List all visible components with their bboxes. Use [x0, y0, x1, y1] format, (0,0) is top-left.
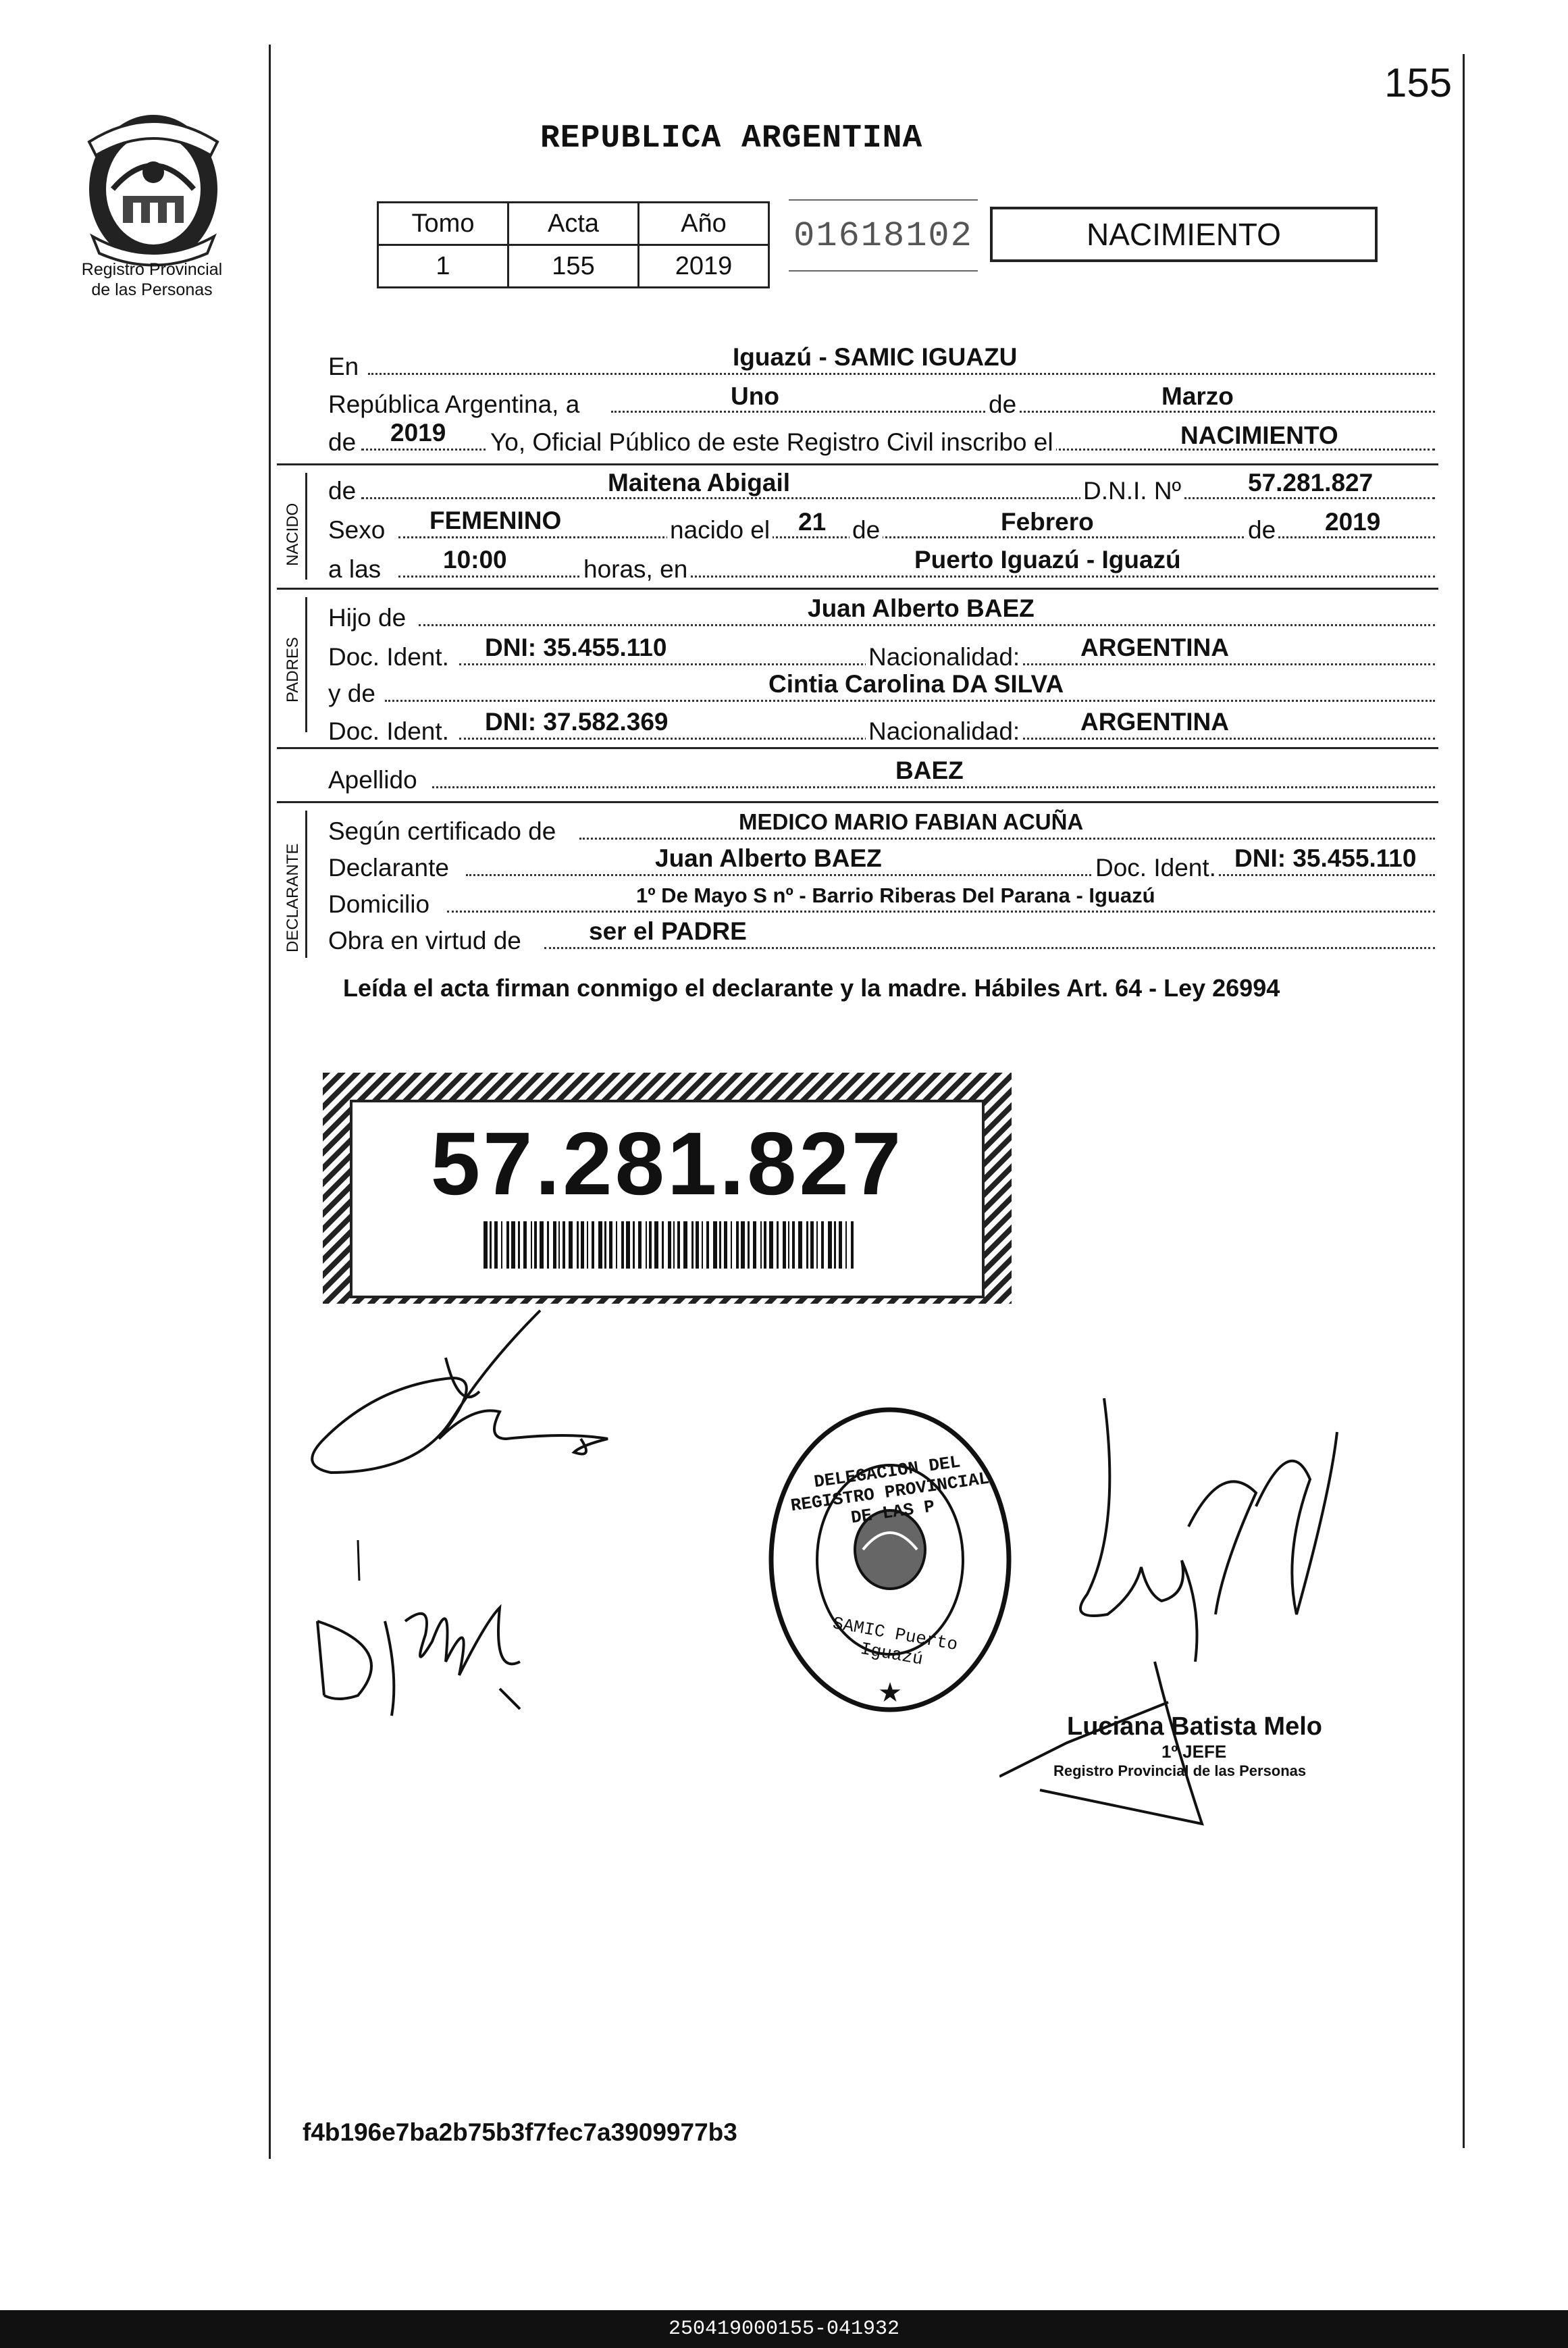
stamp-inner-text: SAMIC Puerto Iguazú — [831, 1613, 960, 1670]
reason-value: ser el PADRE — [589, 917, 747, 945]
birth-month-value: Febrero — [1001, 508, 1094, 536]
label-de-name: de — [328, 477, 357, 505]
section-bracket — [305, 473, 307, 580]
official-org: Registro Provincial de las Personas — [1053, 1762, 1307, 1779]
year-value: 2019 — [390, 419, 446, 446]
section-separator — [277, 463, 1438, 465]
surname-value: BAEZ — [895, 757, 964, 784]
registry-stamp — [762, 1401, 1018, 1722]
birth-place-value: Puerto Iguazú - Iguazú — [914, 546, 1181, 573]
section-separator — [277, 747, 1438, 749]
closing-note: Leída el acta firman conmigo el declarante y la madre. Hábiles Art. 64 - Ley 26994 — [343, 974, 1280, 1002]
misiones-coat-of-arms-icon — [76, 101, 231, 270]
place-value: Iguazú - SAMIC IGUAZU — [733, 343, 1018, 371]
dotted-line — [466, 874, 1435, 876]
label-doc-declarante: Doc. Ident. — [1093, 854, 1219, 882]
dotted-line — [432, 786, 1435, 788]
dotted-line — [611, 411, 1435, 413]
label-sexo: Sexo — [328, 516, 386, 544]
dotted-line — [419, 624, 1435, 626]
mother-doc-value: DNI: 37.582.369 — [485, 708, 669, 736]
value-tomo: 1 — [378, 245, 508, 288]
label-dni: D.N.I. Nº — [1080, 477, 1184, 505]
label-a-las: a las — [328, 555, 382, 583]
birth-day-value: 21 — [798, 508, 827, 536]
stamp-outer-text: DELEGACION DEL REGISTRO PROVINCIAL DE LAS P — [789, 1452, 991, 1529]
right-margin-rule — [1463, 54, 1465, 2148]
value-acta: 155 — [508, 245, 639, 288]
dotted-line — [385, 700, 1435, 702]
mother-signature — [297, 1540, 567, 1743]
mother-name-value: Cintia Carolina DA SILVA — [768, 670, 1064, 698]
serial-number: 01618102 — [793, 216, 973, 256]
header-anio: Año — [639, 203, 769, 245]
label-de-year2: de — [1245, 516, 1278, 544]
label-y-de: y de — [328, 680, 375, 707]
label-doc-ident-mother: Doc. Ident. — [328, 717, 449, 745]
month-value: Marzo — [1161, 382, 1234, 410]
official-name: Luciana Batista Melo — [1067, 1712, 1322, 1741]
header-tomo: Tomo — [378, 203, 508, 245]
label-republica: República Argentina, a — [328, 390, 580, 418]
logo-caption: Registro Provincial de las Personas — [81, 260, 223, 299]
section-bracket — [305, 811, 307, 958]
section-separator — [277, 801, 1438, 803]
dotted-line — [368, 373, 1435, 375]
sex-value: FEMENINO — [429, 507, 562, 534]
official-role: 1º JEFE — [1161, 1741, 1227, 1762]
label-nacionalidad-mother: Nacionalidad: — [866, 717, 1022, 746]
inscribed-value: NACIMIENTO — [1180, 422, 1338, 449]
document-hash: f4b196e7ba2b75b3f7fec7a3909977b3 — [303, 2118, 737, 2146]
label-nacido-el: nacido el — [667, 516, 773, 544]
serial-rule-bottom — [789, 270, 978, 272]
section-label-nacido: NACIDO — [284, 503, 302, 566]
father-name-value: Juan Alberto BAEZ — [808, 594, 1035, 622]
label-obra: Obra en virtud de — [328, 927, 521, 954]
header-acta: Acta — [508, 203, 639, 245]
address-value: 1º De Mayo S nº - Barrio Riberas Del Parana - Iguazú — [636, 884, 1155, 907]
label-horas: horas, en — [581, 555, 690, 584]
dotted-line — [398, 576, 1435, 578]
label-hijo-de: Hijo de — [328, 604, 407, 632]
record-type-box: NACIMIENTO — [990, 207, 1378, 262]
section-label-padres: PADRES — [284, 637, 302, 703]
label-apellido: Apellido — [328, 766, 417, 794]
svg-text:★: ★ — [878, 1678, 902, 1708]
value-anio: 2019 — [639, 245, 769, 288]
label-en: En — [328, 353, 359, 380]
time-value: 10:00 — [443, 546, 507, 573]
label-nacionalidad: Nacionalidad: — [866, 643, 1022, 671]
label-de-year: de — [328, 428, 357, 456]
child-name-value: Maitena Abigail — [608, 469, 791, 496]
birth-year-value: 2019 — [1325, 508, 1381, 536]
section-bracket — [305, 597, 307, 732]
footer-code: 250419000155-041932 — [0, 2310, 1568, 2348]
left-margin-rule — [269, 45, 271, 2159]
label-de: de — [989, 390, 1017, 418]
label-segun-certificado: Según certificado de — [328, 817, 556, 845]
dni-card-number: 57.281.827 — [430, 1114, 904, 1213]
day-word-value: Uno — [731, 382, 779, 410]
label-declarante: Declarante — [328, 854, 449, 882]
dotted-line — [544, 947, 1435, 949]
official-block — [1053, 1712, 1322, 1780]
section-label-declarante: DECLARANTE — [284, 843, 302, 952]
registry-table — [377, 201, 770, 288]
declarant-doc-value: DNI: 35.455.110 — [1234, 844, 1417, 872]
label-de-month: de — [850, 516, 883, 544]
dotted-line — [398, 536, 1435, 538]
father-nationality-value: ARGENTINA — [1080, 634, 1229, 661]
label-domicilio: Domicilio — [328, 890, 430, 918]
declarant-signature — [284, 1304, 756, 1506]
label-inscribo: Yo, Oficial Público de este Registro Civil inscribo el — [488, 428, 1056, 457]
dotted-line — [447, 911, 1435, 913]
serial-rule-top — [789, 199, 978, 201]
father-doc-value: DNI: 35.455.110 — [485, 634, 667, 661]
dotted-line — [361, 497, 1435, 499]
page-number: 155 — [1384, 60, 1453, 105]
official-signature — [999, 1392, 1418, 1851]
declarant-name-value: Juan Alberto BAEZ — [655, 844, 882, 872]
label-doc-ident: Doc. Ident. — [328, 643, 449, 671]
mother-nationality-value: ARGENTINA — [1080, 708, 1229, 736]
dotted-line — [579, 838, 1435, 840]
child-dni-value: 57.281.827 — [1248, 469, 1374, 496]
certificate-value: MEDICO MARIO FABIAN ACUÑA — [739, 809, 1084, 834]
document-title: REPUBLICA ARGENTINA — [540, 120, 923, 157]
dni-label-card — [323, 1073, 1012, 1304]
barcode-icon — [484, 1221, 855, 1269]
section-separator — [277, 588, 1438, 590]
